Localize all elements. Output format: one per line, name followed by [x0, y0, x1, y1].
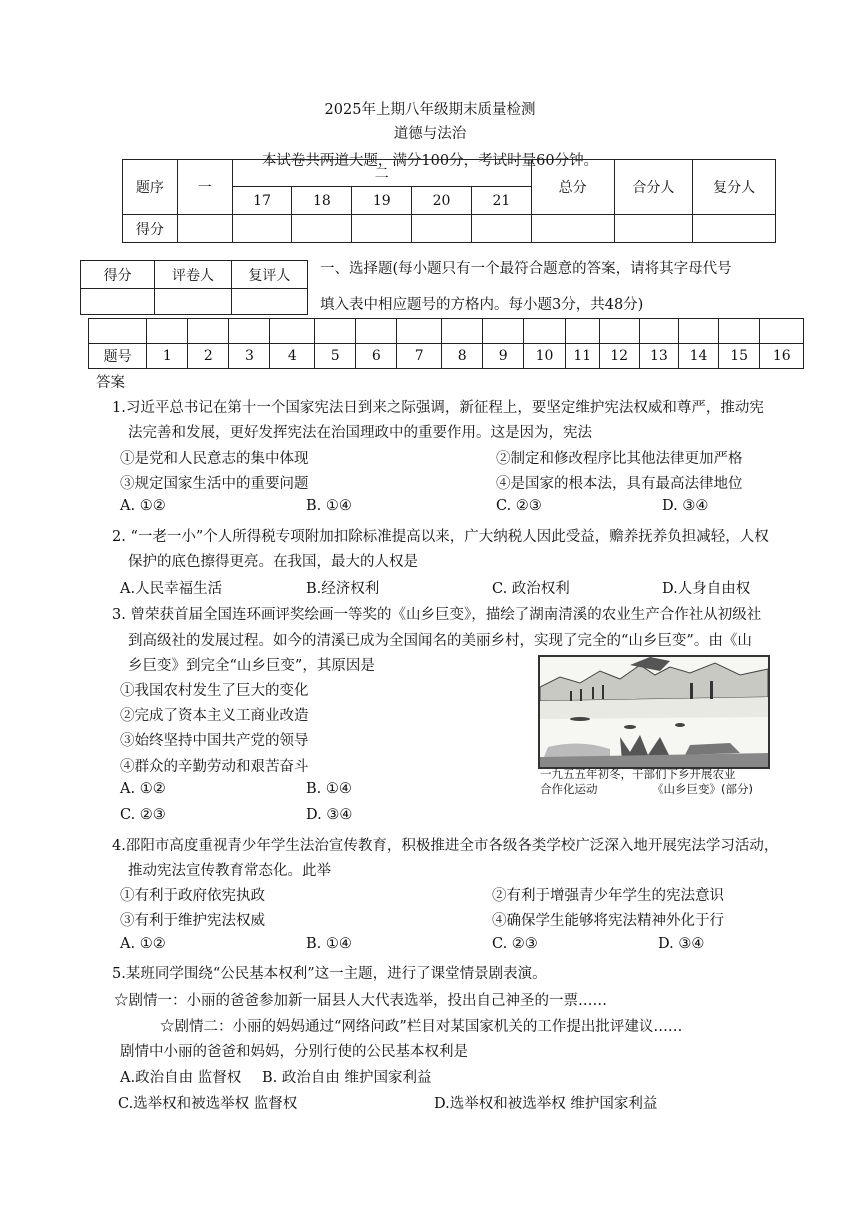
q4-stem: 推动宪法宣传教育常态化。此举 [128, 863, 331, 879]
answer-num: 5 [315, 344, 356, 369]
q3-choice-c: C. ②③ [120, 807, 166, 823]
q4-choice-d: D. ③④ [658, 936, 705, 952]
answer-num: 10 [524, 344, 566, 369]
grader-cell [81, 289, 155, 315]
score-table-label: 题序 [123, 160, 178, 215]
sub-col: 20 [412, 187, 472, 215]
q5-choice-d: D.选举权和被选举权 维护国家利益 [434, 1096, 658, 1112]
score-cell [531, 215, 614, 243]
q2-choice-a: A.人民幸福生活 [120, 581, 223, 597]
answer-cell [229, 319, 270, 344]
score-cell [471, 215, 531, 243]
q4-option: ②有利于增强青少年学生的宪法意识 [492, 888, 724, 904]
answer-num: 3 [229, 344, 270, 369]
exam-note: 本试卷共两道大题，满分100分，考试时量60分钟。 [261, 153, 599, 169]
score-table [122, 159, 776, 243]
answer-cell [89, 319, 147, 344]
answer-num: 11 [565, 344, 599, 369]
grader-score: 得分 [81, 261, 155, 289]
q5-choice-c: C.选举权和被选举权 监督权 [118, 1096, 298, 1112]
score-cell [412, 215, 472, 243]
score-col-one: 一 [177, 160, 232, 215]
q2-stem: 保护的底色擦得更亮。在我国，最大的人权是 [128, 554, 418, 570]
score-cell [232, 215, 292, 243]
answer-cell [718, 319, 760, 344]
q2-choice-c: C. 政治权利 [492, 581, 570, 597]
q3-caption: 《山乡巨变》(部分) [652, 782, 753, 796]
q1-stem: 1.习近平总书记在第十一个国家宪法日到来之际强调，新征程上，要坚定维护宪法权威和尊严，推动宪 [112, 400, 764, 416]
score-cell [292, 215, 352, 243]
answer-num: 6 [356, 344, 397, 369]
q4-option: ①有利于政府依宪执政 [120, 888, 265, 904]
score-cell [614, 215, 693, 243]
q4-option: ④确保学生能够将宪法精神外化于行 [492, 913, 724, 929]
q1-choice-b: B. ①④ [306, 498, 352, 514]
answer-cell [679, 319, 719, 344]
sub-col: 21 [471, 187, 531, 215]
answer-cell [270, 319, 315, 344]
grader-cell [155, 289, 231, 315]
answer-num: 1 [147, 344, 188, 369]
q5-choice-a: A.政治自由 监督权 [120, 1070, 242, 1086]
sub-col: 19 [352, 187, 412, 215]
q1-option: ①是党和人民意志的集中体现 [120, 451, 309, 467]
score-cell [177, 215, 232, 243]
q3-option: ②完成了资本主义工商业改造 [120, 708, 309, 724]
q3-choice-b: B. ①④ [306, 781, 352, 797]
answer-num: 7 [397, 344, 442, 369]
q4-choice-b: B. ①④ [306, 936, 352, 952]
q1-choice-d: D. ③④ [662, 498, 709, 514]
answer-cell [524, 319, 566, 344]
q1-choice-c: C. ②③ [496, 498, 542, 514]
grader-name: 评卷人 [155, 261, 231, 289]
q3-option: ①我国农村发生了巨大的变化 [120, 683, 309, 699]
score-tally: 合分人 [614, 160, 693, 215]
score-row-label: 得分 [123, 215, 178, 243]
q4-choice-c: C. ②③ [492, 936, 538, 952]
q3-stem: 乡巨变》到完全“山乡巨变”，其原因是 [128, 658, 375, 674]
q4-option: ③有利于维护宪法权威 [120, 913, 265, 929]
answer-num-label: 题号 [89, 344, 147, 369]
answer-cell [565, 319, 599, 344]
q4-stem: 4.邵阳市高度重视青少年学生法治宣传教育，积极推进全市各级各类学校广泛深入地开展宪法学习活动， [112, 838, 779, 854]
q5-scenario: ☆剧情一：小丽的爸爸参加新一届县人大代表选举，投出自己神圣的一票…… [114, 993, 607, 1009]
q2-choice-d: D.人身自由权 [662, 581, 751, 597]
q2-choice-b: B.经济权利 [306, 581, 380, 597]
section1-line2: 填入表中相应题号的方格内。每小题3分，共48分) [320, 297, 644, 313]
answer-num: 9 [483, 344, 524, 369]
answer-cell [188, 319, 229, 344]
q3-caption: 一九五五年初冬，干部们下乡开展农业 [540, 767, 736, 781]
answer-num: 14 [679, 344, 719, 369]
score-recheck: 复分人 [693, 160, 776, 215]
q3-stem: 3. 曾荣获首届全国连环画评奖绘画一等奖的《山乡巨变》，描绘了湖南清溪的农业生产合作社从初级社 [112, 607, 762, 623]
q5-stem: 5.某班同学围绕“公民基本权利”这一主题，进行了课堂情景剧表演。 [112, 966, 547, 982]
section1-line1: 一、选择题(每小题只有一个最符合题意的答案，请将其字母代号 [320, 261, 732, 277]
answer-cell [599, 319, 639, 344]
q1-option: ②制定和修改程序比其他法律更加严格 [496, 451, 743, 467]
answer-cell [483, 319, 524, 344]
q1-stem: 法完善和发展，更好发挥宪法在治国理政中的重要作用。这是因为，宪法 [128, 425, 592, 441]
answer-num: 2 [188, 344, 229, 369]
q3-choice-a: A. ①② [120, 781, 166, 797]
answer-cell [356, 319, 397, 344]
answer-cell [639, 319, 679, 344]
answer-table [88, 318, 804, 369]
q3-caption: 合作化运动 [540, 782, 598, 796]
q2-stem: 2. “一老一小”个人所得税专项附加扣除标准提高以来，广大纳税人因此受益，赡养抚养负担减轻，人权 [112, 529, 769, 545]
score-cell [352, 215, 412, 243]
q1-option: ④是国家的根本法，具有最高法律地位 [496, 476, 743, 492]
answer-num: 13 [639, 344, 679, 369]
q3-illustration [538, 655, 770, 769]
answer-num: 16 [760, 344, 804, 369]
answer-num: 8 [442, 344, 483, 369]
answer-cell [315, 319, 356, 344]
q3-stem: 到高级社的发展过程。如今的清溪已成为全国闻名的美丽乡村，实现了完全的“山乡巨变”。由《山 [128, 633, 752, 649]
sub-col: 18 [292, 187, 352, 215]
grader-recheck: 复评人 [231, 261, 307, 289]
q3-option: ④群众的辛勤劳动和艰苦奋斗 [120, 759, 309, 775]
answer-num: 4 [270, 344, 315, 369]
q5-choice-b: B. 政治自由 维护国家利益 [262, 1070, 432, 1086]
answer-label: 答案 [96, 375, 125, 391]
answer-cell [442, 319, 483, 344]
score-total: 总分 [531, 160, 614, 215]
q5-scenario: ☆剧情二：小丽的妈妈通过“网络问政”栏目对某国家机关的工作提出批评建议…… [160, 1019, 683, 1035]
subject-title: 道德与法治 [393, 126, 467, 142]
q5-stem: 剧情中小丽的爸爸和妈妈，分别行使的公民基本权利是 [120, 1044, 468, 1060]
answer-num: 15 [718, 344, 760, 369]
grader-cell [231, 289, 307, 315]
answer-cell [147, 319, 188, 344]
q1-choice-a: A. ①② [120, 498, 166, 514]
score-cell [693, 215, 776, 243]
score-col-two: 二 [232, 160, 531, 187]
answer-num: 12 [599, 344, 639, 369]
q3-choice-d: D. ③④ [306, 807, 353, 823]
exam-title: 2025年上期八年级期末质量检测 [324, 102, 536, 118]
q1-option: ③规定国家生活中的重要问题 [120, 476, 309, 492]
grader-table [80, 260, 308, 315]
answer-cell [397, 319, 442, 344]
answer-cell [760, 319, 804, 344]
sub-col: 17 [232, 187, 292, 215]
q3-option: ③始终坚持中国共产党的领导 [120, 733, 309, 749]
q4-choice-a: A. ①② [120, 936, 166, 952]
